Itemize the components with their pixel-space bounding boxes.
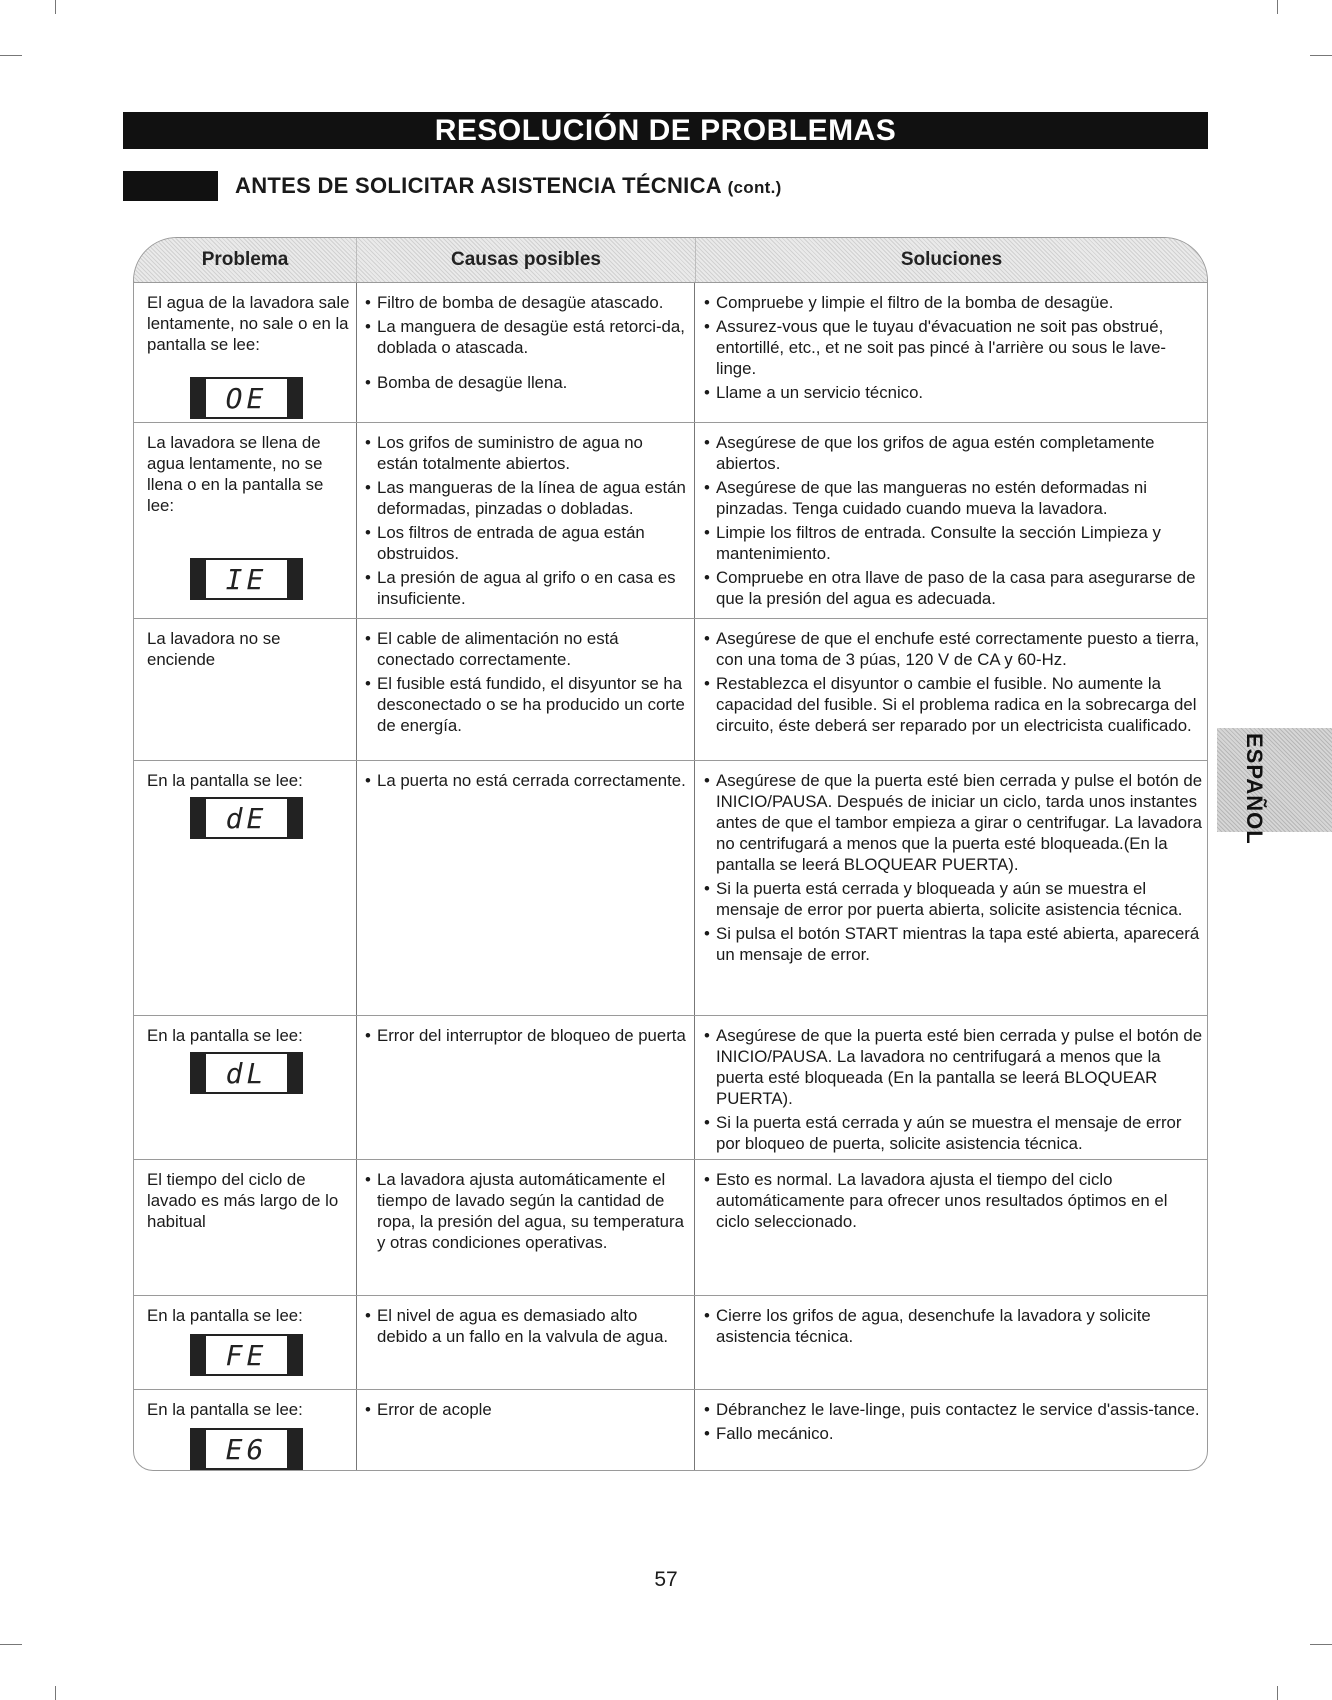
cause-item: Error del interruptor de bloqueo de puerta bbox=[377, 1026, 686, 1045]
causes-cell: • La puerta no está cerrada correctamente. bbox=[356, 761, 694, 1015]
crop-mark bbox=[55, 1686, 56, 1700]
table-row bbox=[134, 761, 1207, 1016]
solutions-cell: • Débranchez le lave-linge, puis contactez le service d'assis-tance. • Fallo mecánico. bbox=[694, 1390, 1207, 1471]
solutions-cell: • Compruebe y limpie el filtro de la bomba de desagüe. • Assurez-vous que le tuyau d'évacuation ne soit pas obstrué, entortillé, etc., et ne soit pas pincé à l'arrière ou sous le lave-linge. • Llame a un servicio técnico. bbox=[694, 283, 1207, 422]
causes-cell: • El cable de alimentación no está conectado correctamente. • El fusible está fundido, el disyuntor se ha desconectado o se ha producido un corte de energía. bbox=[356, 619, 694, 760]
column-header-problem: Problema bbox=[201, 249, 289, 270]
solutions-cell: • Asegúrese de que el enchufe esté correctamente puesto a tierra, con una toma de 3 púas, 120 V de CA y 60-Hz. • Restablezca el disyuntor o cambie el fusible. No aumente la capacidad del fusible. Si el problema radica en la sobrecarga del circuito, éste deberá ser reparado por un electricista cualificado. bbox=[694, 619, 1207, 760]
problem-text: En la pantalla se lee: bbox=[147, 1026, 303, 1045]
solution-item: Asegúrese de que la puerta esté bien cerrada y pulse el botón de INICIO/PAUSA. La lavadora no centrifugará a menos que la puerta esté bloqueada (En la pantalla se leerá BLOQUEAR PUERTA). bbox=[716, 1026, 1203, 1108]
table-row bbox=[134, 1016, 1207, 1160]
crop-mark bbox=[1310, 1644, 1332, 1645]
error-code-display bbox=[190, 558, 303, 600]
causes-cell: • Los grifos de suministro de agua no están totalmente abiertos. • Las mangueras de la línea de agua están deformadas, pinzadas o dobladas. • Los filtros de entrada de agua están obstruidos. • La presión de agua al grifo o en casa es insuficiente. bbox=[356, 423, 694, 618]
table-row bbox=[134, 1296, 1207, 1390]
cause-item: La lavadora ajusta automáticamente el tiempo de lavado según la cantidad de ropa, la presión del agua, su temperatura y otras condiciones operativas. bbox=[377, 1170, 684, 1252]
cause-item: Error de acople bbox=[377, 1400, 492, 1419]
crop-mark bbox=[0, 1644, 22, 1645]
problem-text: El agua de la lavadora sale lentamente, no sale o en la pantalla se lee: bbox=[147, 293, 350, 354]
error-code-display bbox=[190, 797, 303, 839]
error-code: OE bbox=[225, 381, 268, 415]
crop-mark bbox=[1277, 0, 1278, 14]
problem-text: En la pantalla se lee: bbox=[147, 771, 303, 790]
causes-cell: • La lavadora ajusta automáticamente el tiempo de lavado según la cantidad de ropa, la presión del agua, su temperatura y otras condiciones operativas. bbox=[356, 1160, 694, 1295]
problem-text: En la pantalla se lee: bbox=[147, 1400, 303, 1419]
language-tab bbox=[1217, 728, 1332, 845]
crop-mark bbox=[1310, 55, 1332, 56]
solution-item: Si la puerta está cerrada y aún se muestra el mensaje de error por bloqueo de puerta, solicite asistencia técnica. bbox=[716, 1113, 1182, 1153]
causes-cell: • Filtro de bomba de desagüe atascado. • La manguera de desagüe está retorci-da, doblada o atascada. • Bomba de desagüe llena. bbox=[356, 283, 694, 422]
problem-text: La lavadora se llena de agua lentamente, no se llena o en la pantalla se lee: bbox=[147, 433, 324, 515]
solution-item: Fallo mecánico. bbox=[716, 1424, 834, 1443]
cause-item: El nivel de agua es demasiado alto debido a un fallo en la valvula de agua. bbox=[377, 1306, 669, 1346]
error-code: dL bbox=[225, 1056, 268, 1090]
table-row bbox=[134, 423, 1207, 619]
solution-item: Asegúrese de que la puerta esté bien cerrada y pulse el botón de INICIO/PAUSA. Después de iniciar un ciclo, tarda unos instantes antes de que el tambor empieza a girar o centrifugar. La lavadora no centrifugará a menos que la puerta esté bloqueada.(En la pantalla se leerá BLOQUEAR PUERTA). bbox=[716, 771, 1203, 874]
column-header-solutions: Soluciones bbox=[695, 238, 1207, 282]
table-header bbox=[134, 238, 1207, 283]
error-code-display bbox=[190, 1334, 303, 1376]
cause-item: Las mangueras de la línea de agua están deformadas, pinzadas o dobladas. bbox=[377, 478, 686, 518]
solutions-cell: • Cierre los grifos de agua, desenchufe la lavadora y solicite asistencia técnica. bbox=[694, 1296, 1207, 1389]
problem-cell bbox=[134, 1390, 356, 1471]
page-number: 57 bbox=[654, 1568, 678, 1591]
cause-item: La manguera de desagüe está retorci-da, doblada o atascada. bbox=[377, 317, 685, 357]
solution-item: Cierre los grifos de agua, desenchufe la lavadora y solicite asistencia técnica. bbox=[716, 1306, 1151, 1346]
solutions-cell: • Asegúrese de que la puerta esté bien cerrada y pulse el botón de INICIO/PAUSA. La lavadora no centrifugará a menos que la puerta esté bloqueada (En la pantalla se leerá BLOQUEAR PUERTA). • Si la puerta está cerrada y aún se muestra el mensaje de error por bloqueo de puerta, solicite asistencia técnica. bbox=[694, 1016, 1207, 1159]
table-row bbox=[134, 1390, 1207, 1471]
crop-mark bbox=[55, 0, 56, 14]
solution-item: Assurez-vous que le tuyau d'évacuation ne soit pas obstrué, entortillé, etc., et ne soit pas pincé à l'arrière ou sous le lave-linge. bbox=[716, 317, 1167, 378]
error-code: E6 bbox=[225, 1432, 268, 1466]
solution-item: Restablezca el disyuntor o cambie el fusible. No aumente la capacidad del fusible. Si el problema radica en la sobrecarga del circuito, éste deberá ser reparado por un electricista cualificado. bbox=[716, 674, 1197, 735]
table-row bbox=[134, 283, 1207, 423]
solution-item: Débranchez le lave-linge, puis contactez le service d'assis-tance. bbox=[716, 1400, 1200, 1419]
subtitle-text: ANTES DE SOLICITAR ASISTENCIA TÉCNICA bbox=[235, 173, 722, 198]
cause-item: La puerta no está cerrada correctamente. bbox=[377, 771, 686, 790]
cause-item: La presión de agua al grifo o en casa es insuficiente. bbox=[377, 568, 676, 608]
problem-text: En la pantalla se lee: bbox=[147, 1306, 303, 1325]
crop-mark bbox=[1277, 1686, 1278, 1700]
solution-item: Si pulsa el botón START mientras la tapa esté abierta, aparecerá un mensaje de error. bbox=[716, 924, 1200, 964]
solution-item: Si la puerta está cerrada y bloqueada y aún se muestra el mensaje de error por puerta abierta, solicite asistencia técnica. bbox=[716, 879, 1183, 919]
solution-item: Asegúrese de que las mangueras no estén deformadas ni pinzadas. Tenga cuidado cuando mueva la lavadora. bbox=[716, 478, 1147, 518]
subtitle bbox=[235, 171, 782, 201]
causes-cell: • El nivel de agua es demasiado alto debido a un fallo en la valvula de agua. bbox=[356, 1296, 694, 1389]
error-code: dE bbox=[225, 801, 268, 835]
error-code: IE bbox=[225, 562, 268, 596]
problem-cell bbox=[134, 619, 356, 760]
problem-cell bbox=[134, 1160, 356, 1295]
error-code-display bbox=[190, 1428, 303, 1470]
problem-cell bbox=[134, 1296, 356, 1389]
subtitle-suffix: (cont.) bbox=[727, 178, 782, 197]
cause-item: Bomba de desagüe llena. bbox=[377, 373, 568, 392]
solutions-cell: • Asegúrese de que la puerta esté bien cerrada y pulse el botón de INICIO/PAUSA. Después de iniciar un ciclo, tarda unos instantes antes de que el tambor empieza a girar o centrifugar. La lavadora no centrifugará a menos que la puerta esté bloqueada.(En la pantalla se leerá BLOQUEAR PUERTA). • Si la puerta está cerrada y bloqueada y aún se muestra el mensaje de error por puerta abierta, solicite asistencia técnica. • Si pulsa el botón START mientras la tapa esté abierta, aparecerá un mensaje de error. bbox=[694, 761, 1207, 1015]
problem-cell bbox=[134, 283, 356, 422]
cause-item: Los grifos de suministro de agua no están totalmente abiertos. bbox=[377, 433, 643, 473]
solution-item: Asegúrese de que el enchufe esté correctamente puesto a tierra, con una toma de 3 púas, 120 V de CA y 60-Hz. bbox=[716, 629, 1200, 669]
cause-item: Los filtros de entrada de agua están obstruidos. bbox=[377, 523, 645, 563]
causes-cell: • Error del interruptor de bloqueo de puerta bbox=[356, 1016, 694, 1159]
column-header-causes: Causas posibles bbox=[356, 238, 695, 282]
cause-item: El cable de alimentación no está conectado correctamente. bbox=[377, 629, 619, 669]
table-row bbox=[134, 619, 1207, 761]
language-tab-label: ESPAÑOL bbox=[1242, 733, 1267, 845]
solutions-cell: • Esto es normal. La lavadora ajusta el tiempo del ciclo automáticamente para ofrecer unos resultados óptimos en el ciclo seleccionado. bbox=[694, 1160, 1207, 1295]
problem-text: La lavadora no se enciende bbox=[147, 629, 281, 669]
solutions-cell: • Asegúrese de que los grifos de agua estén completamente abiertos. • Asegúrese de que las mangueras no estén deformadas ni pinzadas. Tenga cuidado cuando mueva la lavadora. • Limpie los filtros de entrada. Consulte la sección Limpieza y mantenimiento. • Compruebe en otra llave de paso de la casa para asegurarse de que la presión del agua es adecuada. bbox=[694, 423, 1207, 618]
troubleshooting-table bbox=[133, 237, 1208, 1471]
solution-item: Compruebe y limpie el filtro de la bomba de desagüe. bbox=[716, 293, 1114, 312]
section-banner: RESOLUCIÓN DE PROBLEMAS bbox=[123, 112, 1208, 149]
solution-item: Asegúrese de que los grifos de agua estén completamente abiertos. bbox=[716, 433, 1155, 473]
cause-item: Filtro de bomba de desagüe atascado. bbox=[377, 293, 664, 312]
causes-cell: • Error de acople bbox=[356, 1390, 694, 1471]
cause-item: El fusible está fundido, el disyuntor se ha desconectado o se ha producido un corte de energía. bbox=[377, 674, 685, 735]
crop-mark bbox=[0, 55, 22, 56]
solution-item: Compruebe en otra llave de paso de la casa para asegurarse de que la presión del agua es adecuada. bbox=[716, 568, 1196, 608]
subtitle-marker bbox=[123, 171, 218, 201]
problem-text: El tiempo del ciclo de lavado es más largo de lo habitual bbox=[147, 1170, 339, 1231]
solution-item: Llame a un servicio técnico. bbox=[716, 383, 924, 402]
solution-item: Limpie los filtros de entrada. Consulte la sección Limpieza y mantenimiento. bbox=[716, 523, 1161, 563]
problem-cell bbox=[134, 761, 356, 1015]
error-code-display bbox=[190, 377, 303, 419]
error-code: FE bbox=[225, 1338, 268, 1372]
table-row bbox=[134, 1160, 1207, 1296]
problem-cell bbox=[134, 423, 356, 618]
error-code-display bbox=[190, 1052, 303, 1094]
problem-cell bbox=[134, 1016, 356, 1159]
solution-item: Esto es normal. La lavadora ajusta el tiempo del ciclo automáticamente para ofrecer unos resultados óptimos en el ciclo seleccionado. bbox=[716, 1170, 1168, 1231]
